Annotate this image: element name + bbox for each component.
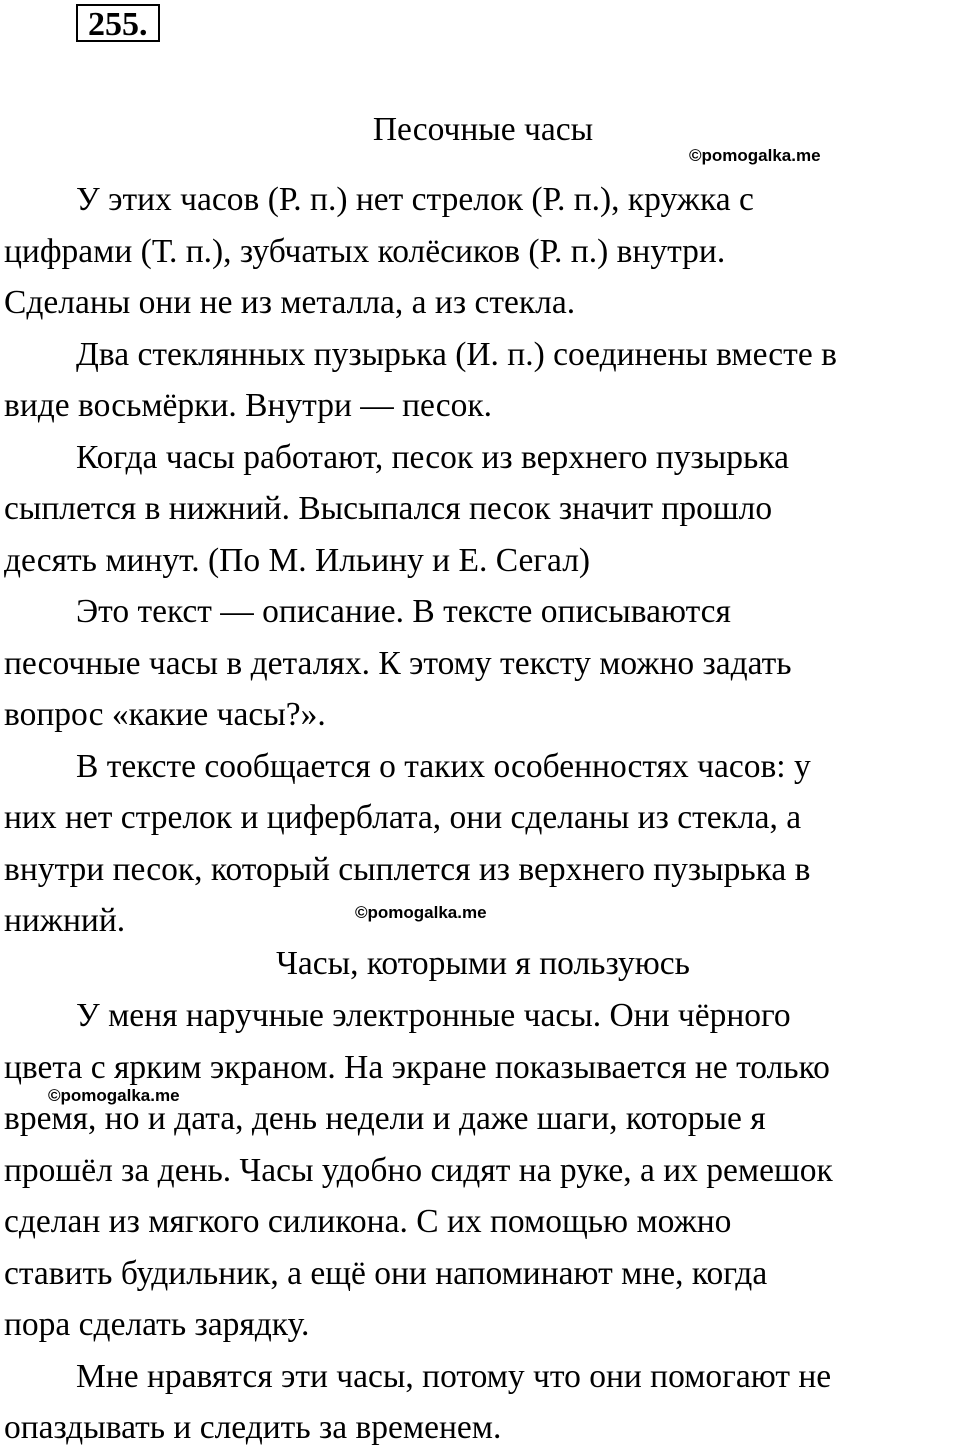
text-line: В тексте сообщается о таких особенностях часов: у <box>76 747 811 785</box>
text-line: внутри песок, который сыплется из верхнего пузырька в <box>4 850 811 888</box>
text-line: прошёл за день. Часы удобно сидят на руке, а их ремешок <box>4 1151 833 1189</box>
text-line: Когда часы работают, песок из верхнего пузырька <box>76 438 789 476</box>
text-line: цифрами (Т. п.), зубчатых колёсиков (Р. п.) внутри. <box>4 232 726 270</box>
watermark: ©pomogalka.me <box>48 1086 180 1105</box>
text-line: Мне нравятся эти часы, потому что они помогают не <box>76 1357 832 1395</box>
text-line: нижний. <box>4 902 126 939</box>
text-line: песочные часы в деталях. К этому тексту можно задать <box>4 644 792 682</box>
exercise-number: 255. <box>76 4 160 42</box>
section1-body <box>4 174 960 947</box>
text-line: ставить будильник, а ещё они напоминают мне, когда <box>4 1254 768 1292</box>
section1-title: Песочные часы <box>372 111 594 148</box>
text-line: сыплется в нижний. Высыпался песок значит прошло <box>4 490 773 527</box>
watermark: ©pomogalka.me <box>355 903 487 922</box>
text-line: цвета с ярким экраном. На экране показывается не только <box>4 1048 830 1086</box>
text-line: Сделаны они не из металла, а из стекла. <box>4 284 576 321</box>
watermark: ©pomogalka.me <box>689 146 821 165</box>
text-line: Два стеклянных пузырька (И. п.) соединены вместе в <box>76 335 837 373</box>
text-line: вопрос «какие часы?». <box>4 696 326 733</box>
text-line: У меня наручные электронные часы. Они чёрного <box>76 997 791 1034</box>
text-line: время, но и дата, день недели и даже шаги, которые я <box>4 1100 766 1137</box>
text-line: опаздывать и следить за временем. <box>4 1409 502 1446</box>
text-line: пора сделать зарядку. <box>4 1306 310 1343</box>
text-line: У этих часов (Р. п.) нет стрелок (Р. п.), кружка с <box>76 181 754 218</box>
text-line: Это текст — описание. В тексте описываются <box>76 593 731 630</box>
text-line: сделан из мягкого силикона. С их помощью можно <box>4 1203 732 1240</box>
section2-title: Часы, которыми я пользуюсь <box>276 945 690 982</box>
text-line: них нет стрелок и циферблата, они сделаны из стекла, а <box>4 799 802 836</box>
text-line: десять минут. (По М. Ильину и Е. Сегал) <box>4 541 591 579</box>
text-line: виде восьмёрки. Внутри — песок. <box>4 387 493 424</box>
section2-body <box>4 990 960 1454</box>
